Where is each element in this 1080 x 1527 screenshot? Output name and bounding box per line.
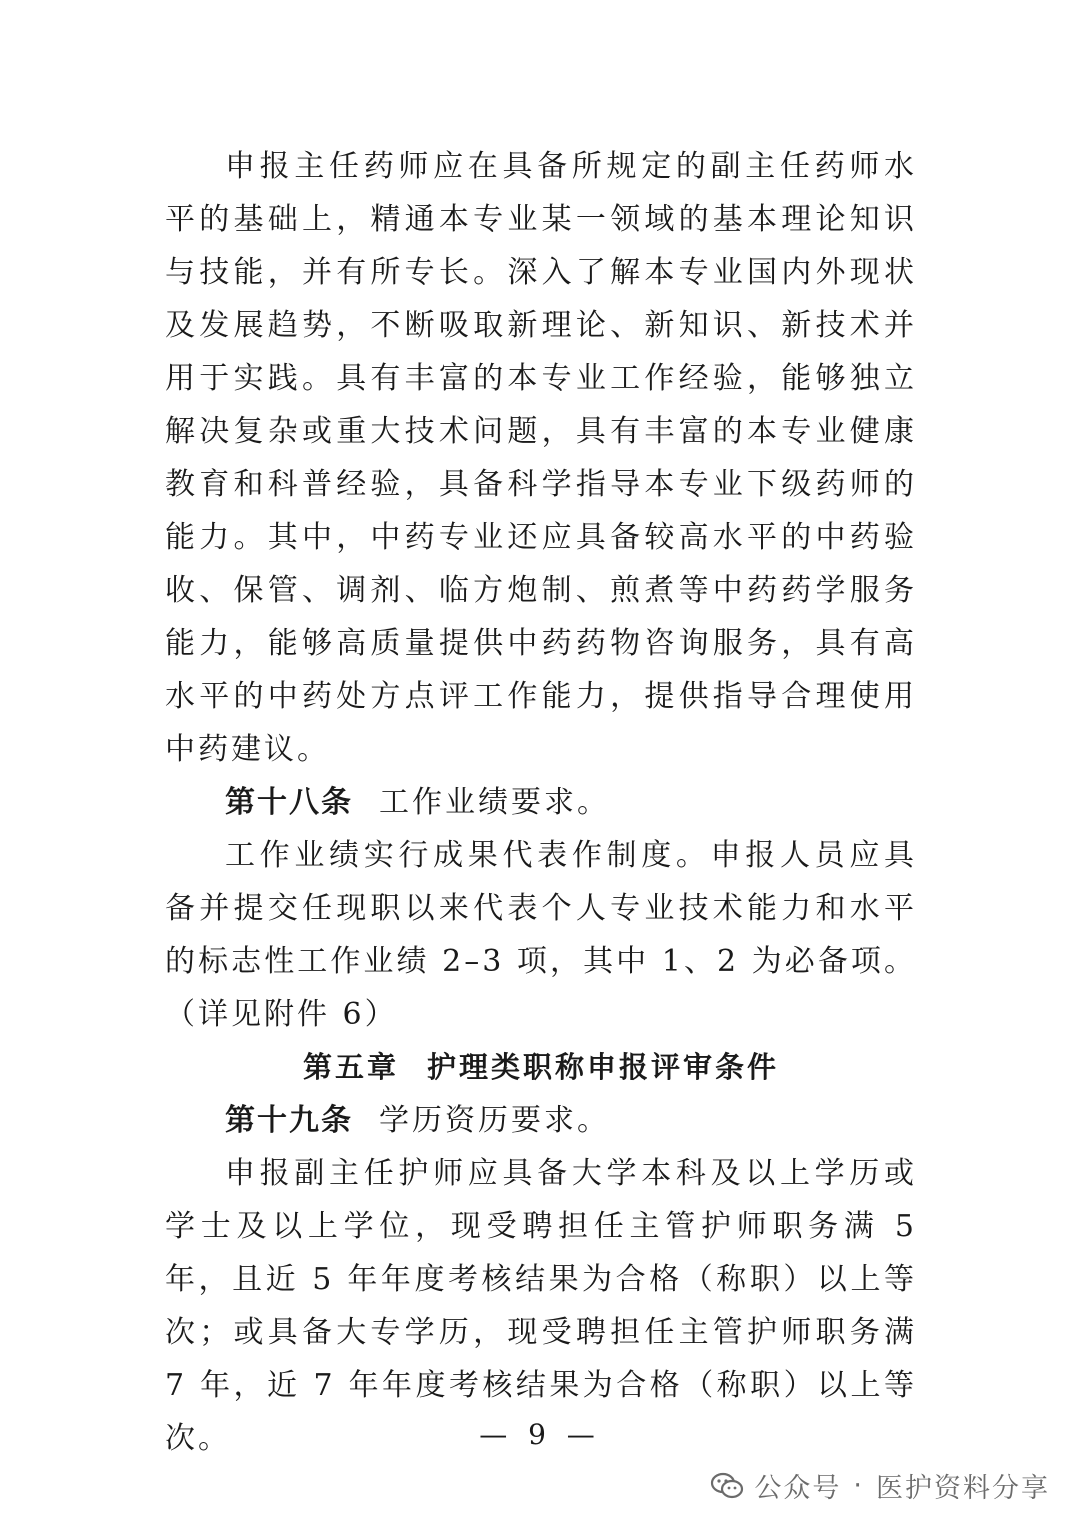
chapter-number: 第五章: [302, 1050, 399, 1084]
chapter-title: 护理类职称申报评审条件: [427, 1050, 780, 1084]
watermark-account: 医护资料分享: [876, 1473, 1050, 1504]
watermark-separator: ·: [853, 1470, 864, 1501]
watermark: [710, 1466, 1050, 1505]
paragraph-education-qualification: 申报副主任护师应具备大学本科及以上学历或学士及以上学位，现受聘担任主管护师职务满 5 年，且近 5 年年度考核结果为合格（称职）以上等次；或具备大专学历，现受聘担任主管护师职务满 7 年，近 7 年年度考核结果为合格（称职）以上等次。: [165, 1156, 917, 1456]
article-19-heading: [165, 1094, 917, 1147]
watermark-label: 公众号: [754, 1473, 842, 1504]
paragraph-work-performance: 工作业绩实行成果代表作制度。申报人员应具备并提交任现职以来代表个人专业技术能力和水平的标志性工作业绩 2–3 项，其中 1、2 为必备项。（详见附件 6）: [165, 838, 917, 1032]
article-18-heading: [165, 776, 917, 829]
page-number: — 9 —: [479, 1418, 601, 1451]
paragraph-chief-pharmacist: 申报主任药师应在具备所规定的副主任药师水平的基础上，精通本专业某一领域的基本理论知识与技能，并有所专长。深入了解本专业国内外现状及发展趋势，不断吸取新理论、新知识、新技术并用于实践。具有丰富的本专业工作经验，能够独立解决复杂或重大技术问题，具有丰富的本专业健康教育和科普经验，具备科学指导本专业下级药师的能力。其中，中药专业还应具备较高水平的中药验收、保管、调剂、临方炮制、煎煮等中药药学服务能力，能够高质量提供中药药物咨询服务，具有高水平的中药处方点评工作能力，提供指导合理使用中药建议。: [165, 149, 917, 767]
article-number: 第十九条: [225, 1103, 353, 1138]
article-title: 学历资历要求。: [379, 1103, 610, 1138]
article-title: 工作业绩要求。: [379, 785, 610, 820]
wechat-icon: [710, 1471, 744, 1501]
document-body: [165, 140, 917, 1465]
article-number: 第十八条: [225, 785, 353, 820]
chapter-heading: [165, 1041, 917, 1094]
